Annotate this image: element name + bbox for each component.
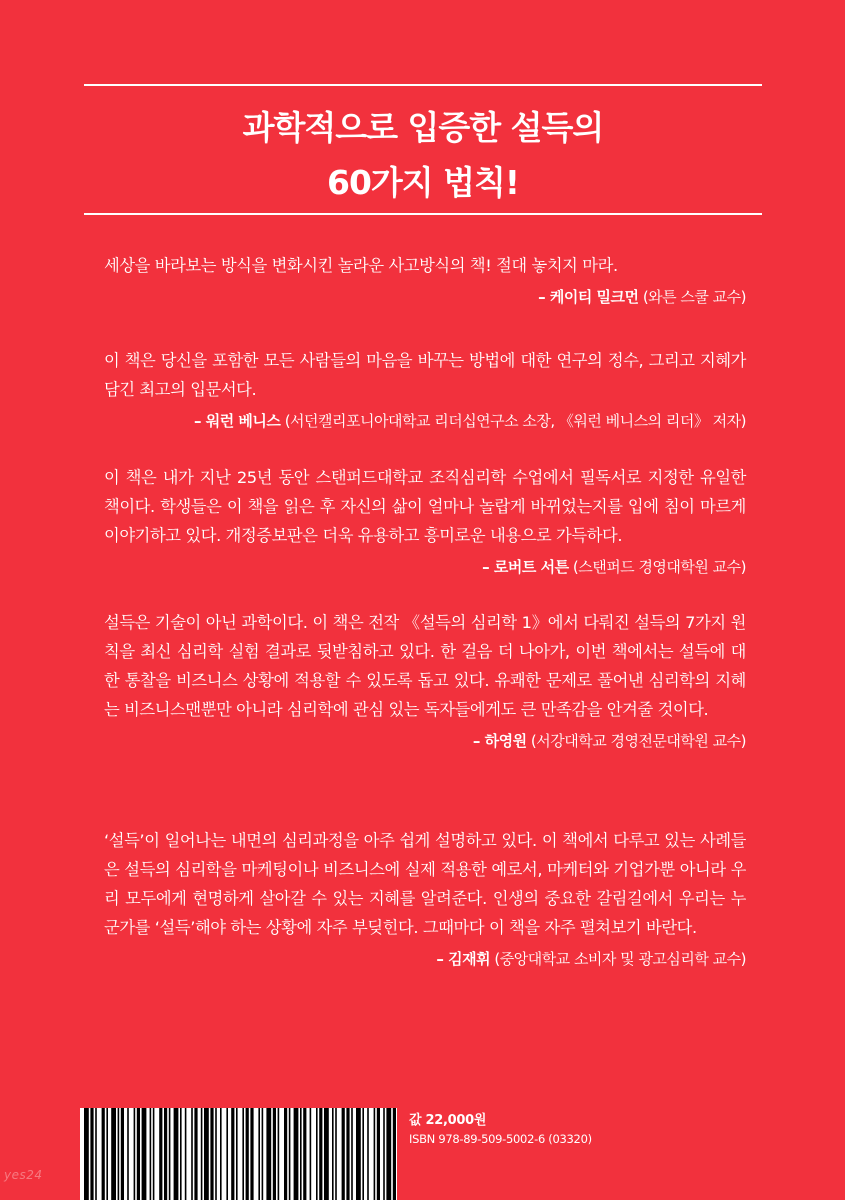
endorsement-2 — [104, 346, 746, 434]
barcode-bar — [273, 1108, 276, 1200]
endorsement-5 — [104, 826, 746, 972]
isbn-label: ISBN 978-89-509-5002-6 (03320) — [409, 1132, 592, 1146]
endorsement-text: ‘설득’이 일어나는 내면의 심리과정을 아주 쉽게 설명하고 있다. 이 책에서 다루고 있는 사례들은 설득의 심리학을 마케팅이나 비즈니스에 실제 적용한 예로서, 마케터와 기업가뿐 아니라 우리 모두에게 현명하게 살아갈 수 있는 지혜를 알려준다. 인생의 중요한 갈림길에서 우리는 누군가를 ‘설득’해야 하는 상황에 자주 부딪힌다. 그때마다 이 책을 자주 펼쳐보기 바란다. — [104, 831, 746, 937]
headline — [84, 100, 762, 210]
barcode-bar — [258, 1108, 260, 1200]
barcode-bar — [236, 1108, 238, 1200]
barcode-bar — [174, 1108, 179, 1200]
price-info — [409, 1111, 592, 1148]
barcode-bar — [316, 1108, 318, 1200]
endorsement-3 — [104, 463, 746, 580]
barcode-bar — [204, 1108, 209, 1200]
endorser-name: – 김재휘 — [436, 950, 491, 968]
barcode-bar — [342, 1108, 345, 1200]
endorser-affiliation: (와튼 스쿨 교수) — [642, 288, 746, 306]
endorsement-1 — [104, 251, 746, 310]
endorser-affiliation: (서강대학교 경영전문대학원 교수) — [530, 732, 746, 750]
barcode-bar — [367, 1108, 369, 1200]
barcode-bar — [250, 1108, 253, 1200]
barcode-bar — [194, 1108, 197, 1200]
endorsement-attribution — [104, 408, 746, 434]
barcode-bar — [377, 1108, 380, 1200]
barcode-bar — [142, 1108, 147, 1200]
barcode-bar — [356, 1108, 361, 1200]
endorser-name: – 워런 베니스 — [194, 412, 281, 430]
isbn-barcode — [80, 1108, 397, 1200]
barcode-bar — [246, 1108, 249, 1200]
barcode-bar — [386, 1108, 391, 1200]
barcode-bar — [121, 1108, 124, 1200]
barcode-bar — [284, 1108, 287, 1200]
barcode-bar — [150, 1108, 152, 1200]
barcode-bar — [346, 1108, 349, 1200]
barcode-bar — [134, 1108, 136, 1200]
barcode-bar — [102, 1108, 105, 1200]
barcode-bar — [310, 1108, 312, 1200]
barcode-bar — [294, 1108, 299, 1200]
barcode-bar — [226, 1108, 228, 1200]
barcode-bar — [159, 1108, 162, 1200]
barcode-bar — [362, 1108, 364, 1200]
barcode-bar — [262, 1108, 264, 1200]
barcode-bar — [393, 1108, 396, 1200]
headline-line-2: 60가지 법칙! — [327, 163, 519, 202]
barcode-bar — [324, 1108, 329, 1200]
barcode-bar — [201, 1108, 203, 1200]
barcode-bar — [185, 1108, 187, 1200]
endorser-name: – 로버트 서튼 — [482, 558, 569, 576]
endorsement-text: 이 책은 당신을 포함한 모든 사람들의 마음을 바꾸는 방법에 대한 연구의 정수, 그리고 지혜가 담긴 최고의 입문서다. — [104, 351, 746, 399]
barcode-bar — [220, 1108, 222, 1200]
barcode-bar — [374, 1108, 376, 1200]
barcode-bar — [278, 1108, 280, 1200]
barcode-bar — [300, 1108, 302, 1200]
barcode-bar — [231, 1108, 234, 1200]
endorsement-attribution — [104, 554, 746, 580]
endorsement-attribution — [104, 946, 746, 972]
barcode-bar — [111, 1108, 116, 1200]
barcode-bar — [90, 1108, 93, 1200]
endorsement-text: 설득은 기술이 아닌 과학이다. 이 책은 전작 《설득의 심리학 1》에서 다뤄진 설득의 7가지 원칙을 최신 심리학 실험 결과로 뒷받침하고 있다. 한 걸음 더 나아가, 이번 책에서는 설득에 대한 통찰을 비즈니스 상황에 적용할 수 있도록 돕고 있다. 유쾌한 문제로 풀어낸 심리학의 지혜는 비즈니스맨뿐만 아니라 심리학에 관심 있는 독자들에게도 큰 만족감을 안겨줄 것이다. — [104, 613, 746, 719]
barcode-bar — [210, 1108, 213, 1200]
barcode-bar — [242, 1108, 244, 1200]
endorsement-4 — [104, 608, 746, 754]
barcode-bar — [95, 1108, 97, 1200]
barcode-bar — [215, 1108, 217, 1200]
barcode-bar — [319, 1108, 322, 1200]
endorser-affiliation: (중앙대학교 소비자 및 광고심리학 교수) — [494, 950, 746, 968]
endorsement-text: 세상을 바라보는 방식을 변화시킨 놀라운 사고방식의 책! 절대 놓치지 마라. — [104, 256, 618, 275]
barcode-bar — [266, 1108, 271, 1200]
barcode-bar — [118, 1108, 120, 1200]
barcode-bar — [351, 1108, 353, 1200]
price-label: 값 22,000원 — [409, 1113, 487, 1128]
endorser-name: – 하영원 — [472, 732, 527, 750]
top-divider — [84, 84, 762, 86]
barcode-bar — [303, 1108, 306, 1200]
barcode-bar — [191, 1108, 193, 1200]
barcode-bar — [153, 1108, 155, 1200]
barcode-bar — [169, 1108, 171, 1200]
barcode-bar — [84, 1108, 89, 1200]
endorsement-attribution — [104, 284, 746, 310]
endorser-affiliation: (서던캘리포니아대학교 리더십연구소 소장, 《워런 베니스의 리더》 저자) — [284, 412, 746, 430]
watermark: yes24 — [4, 1168, 43, 1182]
endorser-affiliation: (스탠퍼드 경영대학원 교수) — [572, 558, 746, 576]
headline-line-1: 과학적으로 입증한 설득의 — [242, 108, 604, 147]
barcode-bar — [137, 1108, 140, 1200]
endorser-name: – 케이티 밀크먼 — [538, 288, 639, 306]
barcode-bar — [332, 1108, 334, 1200]
barcode-bar — [289, 1108, 291, 1200]
barcode-bar — [335, 1108, 337, 1200]
barcode-bar — [127, 1108, 129, 1200]
barcode-bar — [106, 1108, 108, 1200]
bottom-divider — [84, 213, 762, 215]
endorsement-text: 이 책은 내가 지난 25년 동안 스탠퍼드대학교 조직심리학 수업에서 필독서로 지정한 유일한 책이다. 학생들은 이 책을 읽은 후 자신의 삶이 얼마나 놀랍게 바뀌었는지를 입에 침이 마르게 이야기하고 있다. 개정증보판은 더욱 유용하고 흥미로운 내용으로 가득하다. — [104, 468, 746, 545]
endorsement-attribution — [104, 728, 746, 754]
barcode-bar — [164, 1108, 167, 1200]
barcode-bar — [180, 1108, 182, 1200]
barcode-bar — [383, 1108, 385, 1200]
